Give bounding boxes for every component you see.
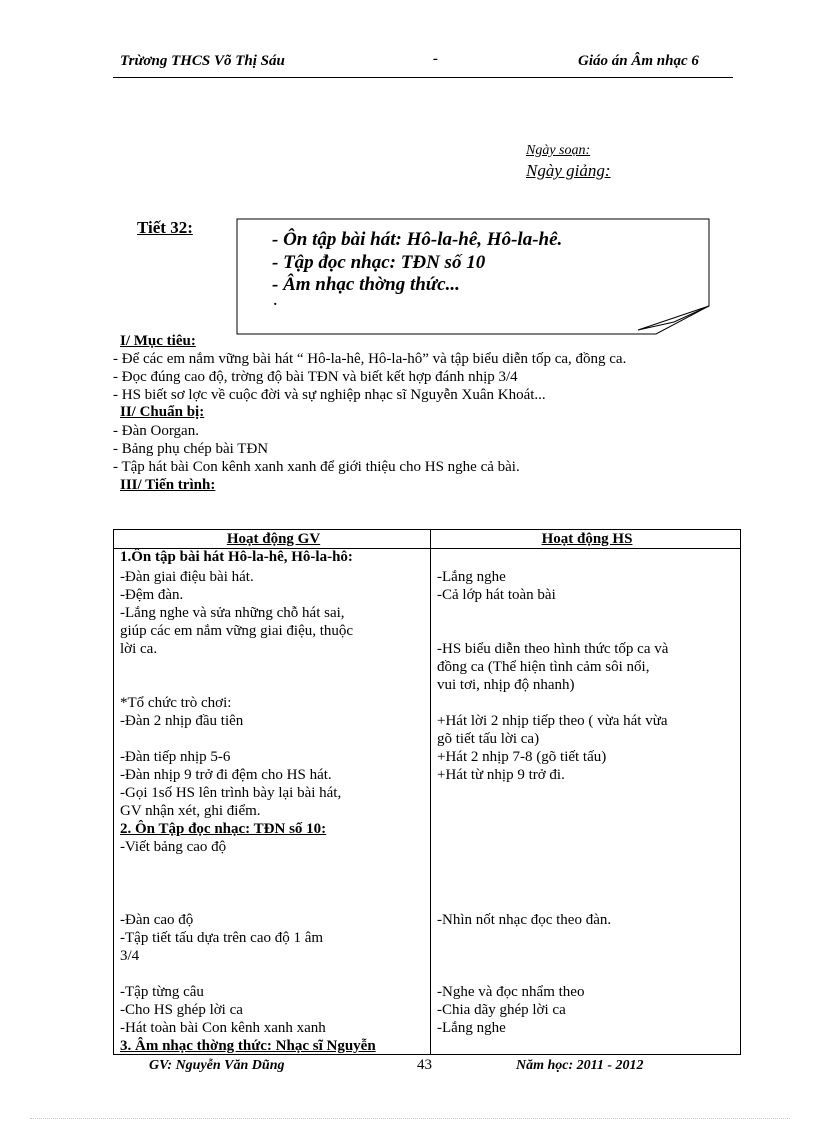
objective-1: - Ôn tập bài hát: Hô-la-hê, Hô-la-hê. <box>272 229 563 250</box>
gv-activity-line: lời ca. <box>120 641 158 657</box>
gv-activity-line: -Cho HS ghép lời ca <box>120 1002 243 1018</box>
header-school: Trừơng THCS Võ Thị Sáu <box>120 53 285 69</box>
goal-line-3: - HS biết sơ lợc về cuộc đời và sự nghiệp nhạc sĩ Nguyễn Xuân Khoát... <box>113 387 546 403</box>
hs-activity-line: -Lắng nghe <box>437 569 506 585</box>
process-title: III/ Tiến trình: <box>120 477 216 493</box>
gv-activity-line: -Viết bảng cao độ <box>120 839 227 855</box>
footer-teacher: GV: Nguyễn Văn Dũng <box>149 1058 285 1073</box>
page-number: 43 <box>417 1057 432 1073</box>
gv-activity-line: -Hát toàn bài Con kênh xanh xanh <box>120 1020 326 1036</box>
hs-activity-line: -Cả lớp hát toàn bài <box>437 587 556 603</box>
gv-activity-line: -Tập từng câu <box>120 984 204 1000</box>
gv-cell <box>114 549 431 1055</box>
gv-activity-line: -Đệm đàn. <box>120 587 184 603</box>
gv-cell-content <box>117 549 430 1054</box>
hs-activity-line: -Chia dãy ghép lời ca <box>437 1002 566 1018</box>
gv-activity-line: -Lắng nghe và sửa những chỗ hát sai, <box>120 605 345 621</box>
gv-activity-line: -Đàn cao độ <box>120 912 194 928</box>
objective-2: - Tập đọc nhạc: TĐN số 10 <box>272 252 486 273</box>
lesson-title-text: Tiết 32: <box>137 218 193 237</box>
gv-activity-line: -Tập tiết tấu dựa trên cao độ 1 âm <box>120 930 324 946</box>
footer-school-year: Năm học: 2011 - 2012 <box>516 1058 644 1073</box>
gv-activity-line: giúp các em nắm vững giai điệu, thuộc <box>120 623 354 639</box>
goal-line-2: - Đọc đúng cao độ, trờng độ bài TĐN và biết kết hợp đánh nhịp 3/4 <box>113 369 518 385</box>
header-separator: - <box>433 51 438 67</box>
goals-title: I/ Mục tiêu: <box>120 333 196 349</box>
gv-activity-line: 2. Ôn Tập đọc nhạc: TĐN số 10: <box>120 821 327 837</box>
hs-activity-line: -Lắng nghe <box>437 1020 506 1036</box>
gv-activity-line: -Đàn nhịp 9 trở đi đệm cho HS hát. <box>120 767 332 783</box>
gv-activity-line: 3/4 <box>120 948 140 964</box>
hs-activity-line: -HS biểu diễn theo hình thức tốp ca và <box>437 641 669 657</box>
table-header-row <box>114 530 741 549</box>
gv-activity-line: -Đàn 2 nhịp đầu tiên <box>120 713 244 729</box>
date-prepared: Ngày soạn: <box>526 143 591 158</box>
col-header-gv: Hoạt động GV <box>114 530 431 549</box>
lesson-title <box>137 218 193 238</box>
hs-activity-line: +Hát 2 nhịp 7-8 (gõ tiết tấu) <box>437 749 607 765</box>
prep-title: II/ Chuẩn bị: <box>120 404 205 420</box>
activity-table <box>113 529 741 1055</box>
header-rule <box>113 77 733 78</box>
hs-activity-line: -Nghe và đọc nhẩm theo <box>437 984 585 1000</box>
page-bottom-divider <box>30 1118 790 1119</box>
goal-line-1: - Để các em nắm vững bài hát “ Hô-la-hê, Hô-la-hô” và tập biểu diễn tốp ca, đồng ca. <box>113 351 627 367</box>
hs-cell-content <box>434 549 740 1054</box>
hs-activity-line: -Nhìn nốt nhạc đọc theo đàn. <box>437 912 612 928</box>
hs-activity-line: gõ tiết tấu lời ca) <box>437 731 540 747</box>
prep-line-3: - Tập hát bài Con kênh xanh xanh để giới thiệu cho HS nghe cả bài. <box>113 459 520 475</box>
hs-cell <box>431 549 741 1055</box>
table-row <box>114 549 741 1055</box>
gv-activity-line: GV nhận xét, ghi điểm. <box>120 803 261 819</box>
objective-3: - Âm nhạc thờng thức... <box>272 274 460 295</box>
hs-activity-line: đồng ca (Thể hiện tình cảm sôi nổi, <box>437 659 650 675</box>
gv-activity-line: 3. Âm nhạc thờng thức: Nhạc sĩ Nguyễn <box>120 1038 376 1054</box>
col-header-hs: Hoạt động HS <box>431 530 741 549</box>
prep-line-2: - Bảng phụ chép bài TĐN <box>113 441 269 457</box>
hs-activity-line: +Hát từ nhịp 9 trở đi. <box>437 767 565 783</box>
gv-activity-line: 1.Ôn tập bài hát Hô-la-hê, Hô-la-hô: <box>120 549 353 565</box>
date-taught: Ngày giảng: <box>526 161 611 180</box>
header-subject: Giáo án Âm nhạc 6 <box>578 53 699 69</box>
gv-activity-line: -Đàn giai điệu bài hát. <box>120 569 254 585</box>
hs-activity-line: +Hát lời 2 nhịp tiếp theo ( vừa hát vừa <box>437 713 668 729</box>
gv-activity-line: *Tổ chức trò chơi: <box>120 695 232 711</box>
hs-activity-line: vui tơi, nhịp độ nhanh) <box>437 677 575 693</box>
objective-4: . <box>274 294 278 309</box>
gv-activity-line: -Gọi 1số HS lên trình bày lại bài hát, <box>120 785 342 801</box>
prep-line-1: - Đàn Oorgan. <box>113 423 199 439</box>
gv-activity-line: -Đàn tiếp nhịp 5-6 <box>120 749 231 765</box>
